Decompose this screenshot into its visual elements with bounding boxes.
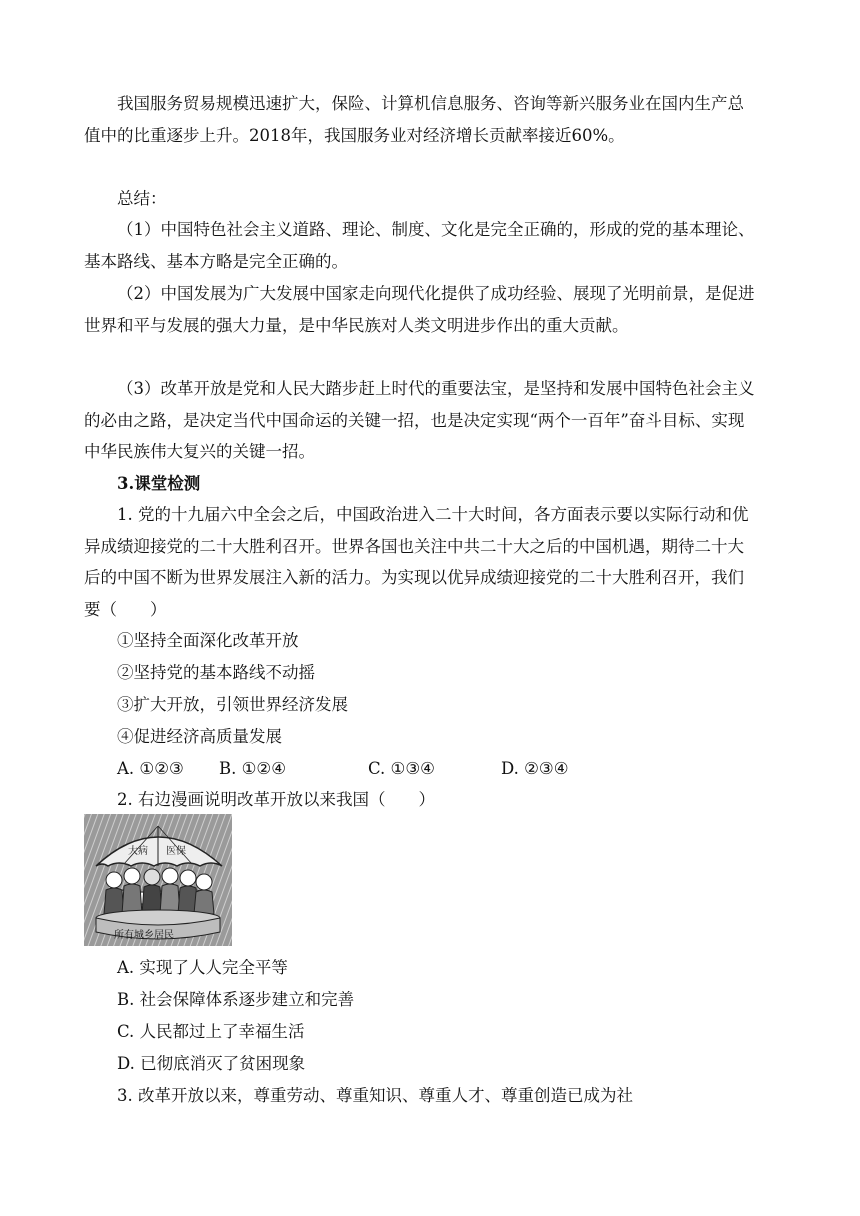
question-1-option-b: B. ①②④ [219, 759, 286, 778]
question-1-stem: 1. 党的十九届六中全会之后，中国政治进入二十大时间，各方面表示要以实际行动和优异成绩迎接党的二十大胜利召开。世界各国也关注中共二十大之后的中国机遇，期待二十大后的中国不断为世界发展注入新的活力。为实现以优异成绩迎接党的二十大胜利召开，我们要（ ） [84, 505, 749, 619]
section-heading: 3.课堂检测 [117, 474, 201, 493]
umbrella-label-left: 大病 [128, 846, 148, 857]
summary-label: 总结： [117, 189, 167, 208]
summary-point-3: （3）改革开放是党和人民大踏步赶上时代的重要法宝，是坚持和发展中国特色社会主义的必由之路，是决定当代中国命运的关键一招，也是决定实现“两个一百年”奋斗目标、实现中华民族伟大复兴的关键一招。 [84, 379, 755, 461]
umbrella-label-right: 医保 [166, 846, 186, 857]
question-1-item-1: ①坚持全面深化改革开放 [117, 631, 299, 650]
question-2-option-a: A. 实现了人人完全平等 [117, 958, 288, 977]
question-2-stem: 2. 右边漫画说明改革开放以来我国（ ） [117, 790, 435, 809]
question-1-option-a: A. ①②③ [117, 759, 184, 778]
question-1-option-c: C. ①③④ [368, 759, 435, 778]
question-1-item-4: ④促进经济高质量发展 [117, 727, 282, 746]
summary-point-2: （2）中国发展为广大发展中国家走向现代化提供了成功经验、展现了光明前景，是促进世界和平与发展的强大力量，是中华民族对人类文明进步作出的重大贡献。 [84, 284, 755, 335]
question-2-option-c: C. 人民都过上了幸福生活 [117, 1022, 305, 1041]
question-1-item-3: ③扩大开放，引领世界经济发展 [117, 695, 348, 714]
question-2-option-d: D. 已彻底消灭了贫困现象 [117, 1054, 306, 1073]
question-2-option-b: B. 社会保障体系逐步建立和完善 [117, 990, 355, 1009]
question-3-stem: 3. 改革开放以来，尊重劳动、尊重知识、尊重人才、尊重创造已成为社 [117, 1086, 633, 1105]
paragraph-service-trade: 我国服务贸易规模迅速扩大，保险、计算机信息服务、咨询等新兴服务业在国内生产总值中的比重逐步上升。2018年，我国服务业对经济增长贡献率接近60%。 [84, 94, 744, 145]
question-1-item-2: ②坚持党的基本路线不动摇 [117, 663, 315, 682]
social-security-cartoon [84, 814, 232, 946]
question-1-option-d: D. ②③④ [501, 759, 569, 778]
summary-point-1: （1）中国特色社会主义道路、理论、制度、文化是完全正确的，形成的党的基本理论、基本路线、基本方略是完全正确的。 [84, 220, 755, 271]
platform-label: 所有城乡居民 [114, 930, 174, 941]
